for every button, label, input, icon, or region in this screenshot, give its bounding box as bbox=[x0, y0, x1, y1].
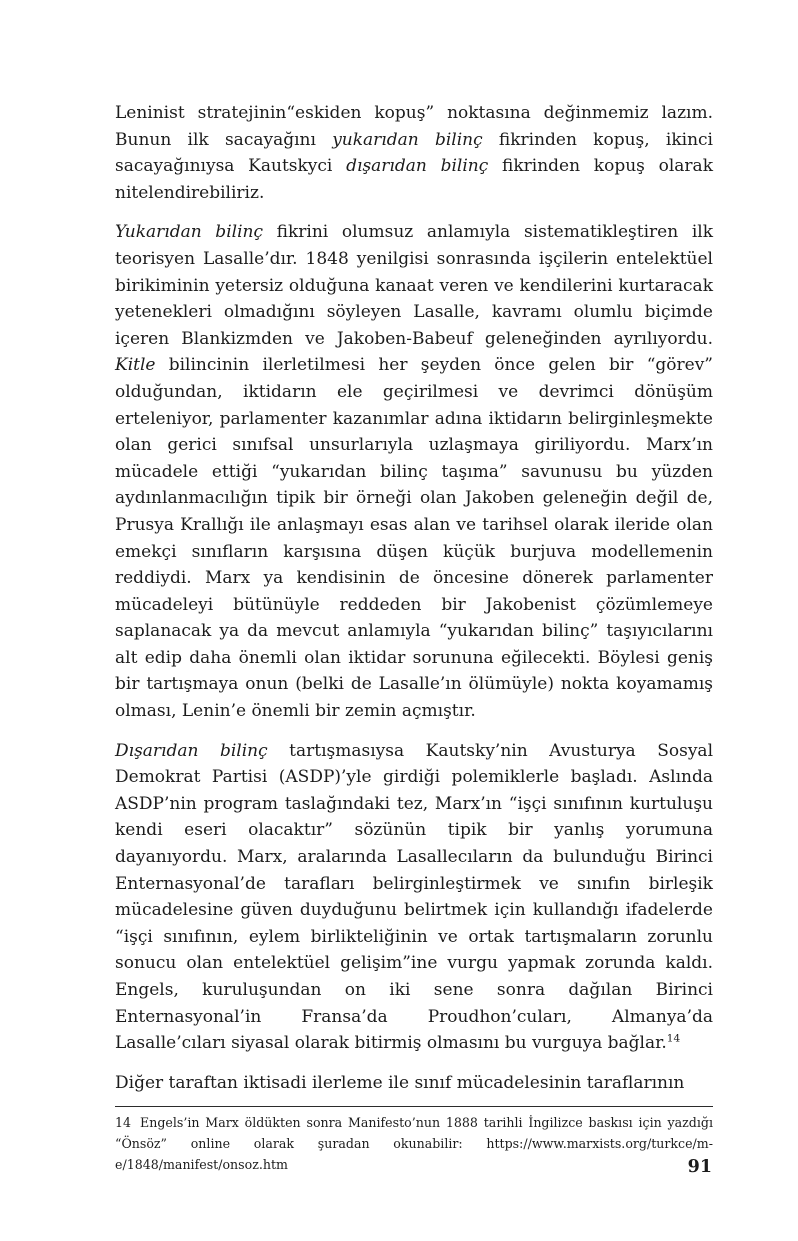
emphasis-text: Kitle bbox=[115, 355, 156, 376]
body-text: bilincinin ilerletilmesi her şeyden önce gelen bir “görev” olduğundan, iktidarın ele geçirilmesi ve devrimci dönüşüm erteleniyor, parlamenter kazanımlar adına iktidarın belirginleşmekte olan gerici sınıfsal unsurlarıyla uzlaşmaya giriliyordu. Marx’ın mücadele ettiği “yukarıdan bilinç taşıma” savunusu bu yüzden aydınlanmacılığın tipik bir örneği olan Jakoben geleneğin değil de, Prusya Krallığı ile anlaşmayı esas alan ve tarihsel olarak ileride olan emekçi sınıfların karşısına düşen küçük burjuva modellemenin reddiydi. Marx ya kendisinin de öncesine dönerek parlamenter mücadeleyi bütünüyle reddeden bir Jakobenist çözümlemeye saplanacak ya da mevcut anlamıyla “yukarıdan bilinç” taşıyıcılarını alt edip daha önemli olan iktidar sorununa eğilecekti. Böylesi geniş bir tartışmaya onun (belki de Lasalle’ın ölümüyle) nokta koyamamış olması, Lenin’e önemli bir zemin açmıştır. bbox=[115, 355, 713, 722]
body-text: tartışmasıysa Kautsky’nin Avusturya Sosyal Demokrat Partisi (ASDP)’yle girdiği polemiklerle başladı. Aslında ASDP’nin program taslağındaki tez, Marx’ın “işçi sınıfının kurtuluşu kendi eseri olacaktır” sözünün tipik bir yanlış yorumuna dayanıyordu. Marx, aralarında Lasallecıların da bulunduğu Birinci Enternasyonal’de tarafları belirginleştirmek ve sınıfın birleşik mücadelesine güven duyduğunu belirtmek için kullandığı ifadelerde “işçi sınıfının, eylem birlikteliğinin ve ortak tartışmaların zorunlu sonucu olan entelektüel gelişim”ine vurgu yapmak zorunda kaldı. Engels, kuruluşundan on iki sene sonra dağılan Birinci Enternasyonal’in Fransa’da Proudhon’cuları, Almanya’da Lasalle’cıları siyasal olarak bitirmiş olmasını bu vurguya bağlar. bbox=[115, 740, 714, 1054]
emphasis-text: Dışarıdan bilinç bbox=[115, 740, 268, 761]
body-text: fikrini olumsuz anlamıyla sistematikleştiren ilk teorisyen Lasalle’dır. 1848 yenilgisi sonrasında işçilerin entelektüel birikiminin yetersiz olduğuna kanaat veren ve kendilerini kurtaracak yetenekleri olmadığını söyleyen Lasalle, kavramı olumlu biçimde içeren Blankizmden ve Jakoben-Babeuf geleneğinden ayrılıyordu. bbox=[115, 222, 713, 349]
body-text: fikrinden kopuş, ikinci sacayağınıysa Kautskyci bbox=[115, 129, 713, 177]
emphasis-text: yukarıdan bilinç bbox=[332, 129, 483, 150]
paragraph bbox=[115, 1070, 713, 1097]
footnote-text: Engels’in Marx öldükten sonra Manifesto’nun 1888 tarihli İngilizce baskısı için yazdığı “Önsöz” online olarak şuradan okunabilir: https://www.marxists.org/turkce/m-e/1848/manifest/onsoz.htm bbox=[115, 1115, 713, 1173]
text-block bbox=[115, 100, 713, 1175]
body-text: Leninist stratejinin“eskiden kopuş” noktasına değinmemiz lazım. Bunun ilk sacayağını bbox=[115, 103, 713, 150]
body-text: Diğer taraftan iktisadi ilerleme ile sınıf mücadelesinin taraflarının bbox=[115, 1072, 685, 1093]
footnote-area bbox=[115, 1106, 713, 1175]
body-paragraphs bbox=[115, 100, 713, 1096]
footnote-number: 14 bbox=[115, 1115, 132, 1131]
footnote-divider bbox=[115, 1106, 713, 1107]
emphasis-text: Yukarıdan bilinç bbox=[115, 222, 263, 243]
footnote bbox=[115, 1112, 713, 1175]
footnote-ref: 14 bbox=[666, 1032, 681, 1045]
paragraph bbox=[115, 219, 713, 724]
paragraph bbox=[115, 738, 713, 1057]
emphasis-text: dışarıdan bilinç bbox=[346, 156, 489, 177]
page-number: 91 bbox=[687, 1157, 712, 1177]
body-text: fikrinden kopuş olarak nitelendirebiliriz. bbox=[115, 156, 713, 203]
paragraph bbox=[115, 100, 713, 206]
